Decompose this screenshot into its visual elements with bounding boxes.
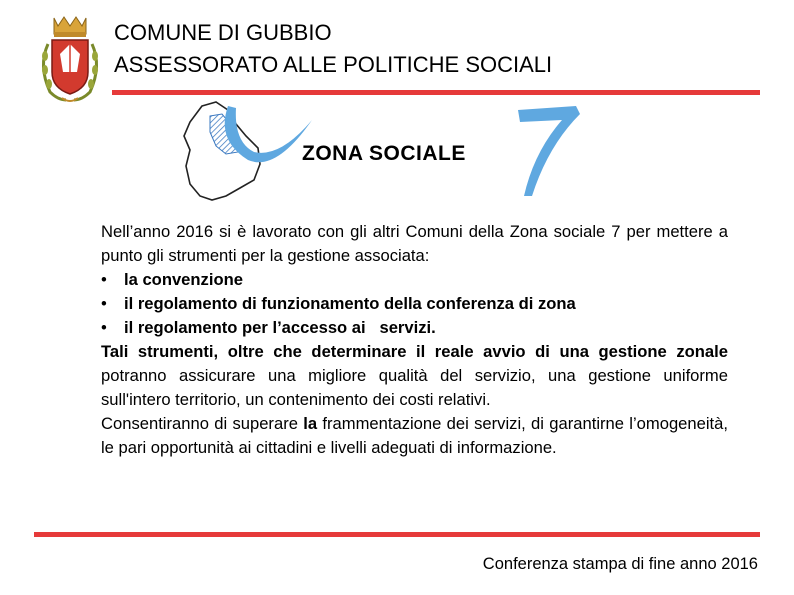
list-item: • la convenzione xyxy=(101,270,243,289)
zona-sociale-label: ZONA SOCIALE xyxy=(302,142,466,165)
list-item: • il regolamento di funzionamento della conferenza di zona xyxy=(101,294,576,313)
page-subtitle: ASSESSORATO ALLE POLITICHE SOCIALI xyxy=(114,52,553,77)
list-item: • il regolamento per l’accesso ai servizi. xyxy=(101,318,436,337)
page-title: COMUNE DI GUBBIO xyxy=(114,20,332,45)
body-text xyxy=(101,220,728,460)
intro-paragraph: Nell’anno 2016 si è lavorato con gli altri Comuni della Zona sociale 7 per mettere a punto gli strumenti per la gestione associata: xyxy=(101,222,728,265)
strumenti-paragraph: Tali strumenti, oltre che determinare il reale avvio di una gestione zonale potranno assicurare una migliore qualità del servizio, una gestione uniforme sull'intero territorio, un contenimento dei costi relativi. xyxy=(101,342,728,409)
consentiranno-paragraph: Consentiranno di superare la frammentazione dei servizi, di garantirne l’omogeneità, le pari opportunità ai cittadini e livelli adeguati di informazione. xyxy=(101,414,728,457)
footer-divider xyxy=(34,532,760,537)
header-divider xyxy=(112,90,760,95)
coat-of-arms-icon xyxy=(36,14,104,104)
footer-text: Conferenza stampa di fine anno 2016 xyxy=(482,555,758,573)
